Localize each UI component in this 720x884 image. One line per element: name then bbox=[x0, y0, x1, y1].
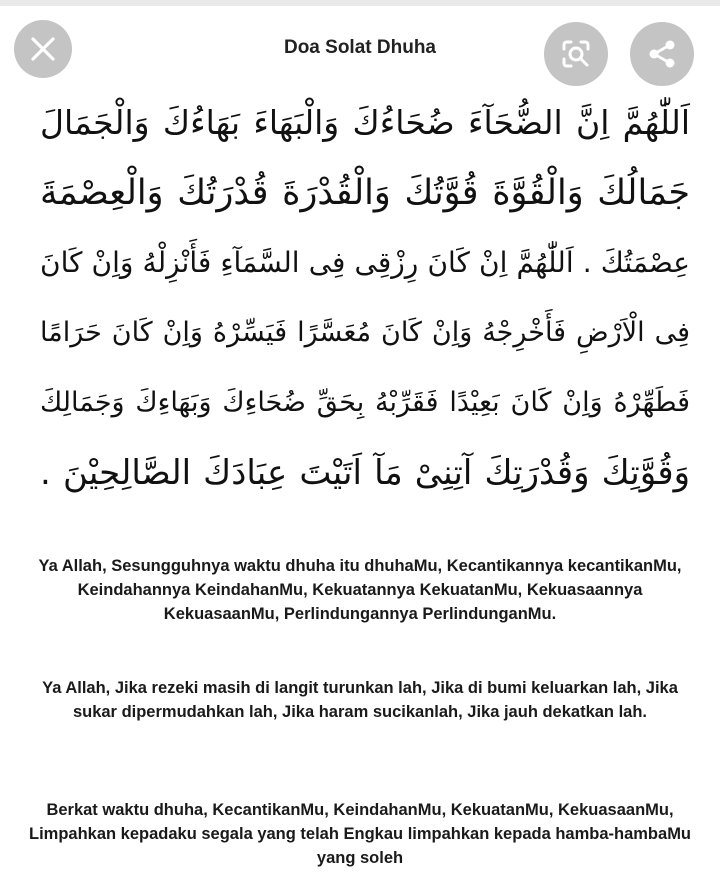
share-icon bbox=[646, 38, 678, 70]
arabic-line: اَللّٰهُمَّ اِنَّ الضُّحَآءَ ضُحَاءُكَ وَالْبَهَاءَ بَهَاءُكَ وَالْجَمَالَ bbox=[40, 103, 690, 142]
translation-paragraph-2: Ya Allah, Jika rezeki masih di langit turunkan lah, Jika di bumi keluarkan lah, Jika sukar dipermudahkan lah, Jika haram sucikanlah, Jika jauh dekatkan lah. bbox=[42, 679, 678, 721]
arabic-line: وَقُوَّتِكَ وَقُدْرَتِكَ آتِنِىْ مَآ اَتَيْتَ عِبَادَكَ الصَّالِحِيْنَ . bbox=[40, 453, 690, 493]
page-title: Doa Solat Dhuha bbox=[283, 37, 436, 58]
lens-search-button[interactable] bbox=[544, 22, 608, 86]
share-button[interactable] bbox=[630, 22, 694, 86]
translation-paragraph-1: Ya Allah, Sesungguhnya waktu dhuha itu dhuhaMu, Kecantikannya kecantikanMu, Keindahannya KeindahanMu, Kekuatannya KekuatanMu, Kekuasaannya KekuasaanMu, Perlindungannya PerlindunganMu. bbox=[38, 557, 682, 623]
translation-paragraph-3: Berkat waktu dhuha, KecantikanMu, KeindahanMu, KekuatanMu, KekuasaanMu, Limpahkan kepadaku segala yang telah Engkau limpahkan kepada hamba-hambaMu yang soleh bbox=[28, 801, 692, 867]
top-strip bbox=[0, 0, 720, 6]
arabic-prayer-text bbox=[40, 88, 690, 508]
arabic-line: فَطَهِّرْهُ وَاِنْ كَانَ بَعِيْدًا فَقَرِّبْهُ بِحَقِّ ضُحَاءِكَ وَبَهَاءِكَ وَجَمَالِكَ bbox=[40, 387, 690, 418]
arabic-line: فِى الْاَرْضِ فَأَخْرِجْهُ وَاِنْ كَانَ مُعَسَّرًا فَيَسِّرْهُ وَاِنْ كَانَ حَرَامًا bbox=[40, 317, 690, 348]
arabic-line: جَمَالُكَ وَالْقُوَّةَ قُوَّتُكَ وَالْقُدْرَةَ قُدْرَتُكَ وَالْعِصْمَةَ bbox=[40, 173, 690, 213]
arabic-line: عِصْمَتُكَ . اَللّٰهُمَّ اِنْ كَانَ رِزْقِى فِى السَّمَآءِ فَأَنْزِلْهُ وَاِنْ كَانَ bbox=[40, 246, 690, 279]
lens-search-icon bbox=[560, 38, 592, 70]
